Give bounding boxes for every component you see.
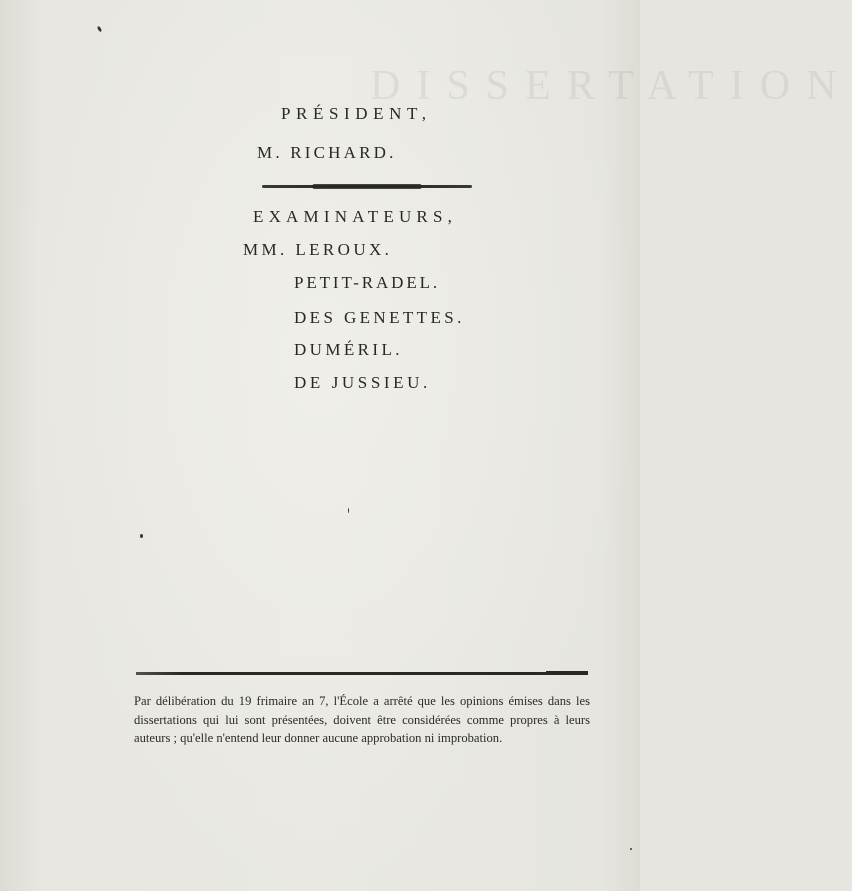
examiner-name: DUMÉRIL. [294,340,403,359]
bleed-through-decoration: DISSERTATION [370,63,852,109]
examiner-name: DE JUSSIEU. [294,373,431,392]
examiner-name: PETIT-RADEL. [294,273,441,292]
examiners-heading: EXAMINATEURS, [253,207,458,226]
bottom-divider-rule [136,672,588,675]
paper-speck [630,848,632,850]
top-divider-rule [262,185,472,188]
president-heading: PRÉSIDENT, [281,104,432,123]
paper-speck [348,508,349,513]
examiner-name: MM. LEROUX. [243,240,393,259]
paper-speck [140,534,143,538]
examiner-name: DES GENETTES. [294,308,465,327]
deliberation-notice: Par délibération du 19 frimaire an 7, l'École a arrêté que les opinions émises dans les dissertations qui lui sont présentées, doivent être considérées comme propres à leurs auteurs ; qu'elle n'entend leur donner aucune approbation ni improbation. [134,694,590,745]
president-name: M. RICHARD. [257,143,397,162]
paper-speck [97,26,103,33]
